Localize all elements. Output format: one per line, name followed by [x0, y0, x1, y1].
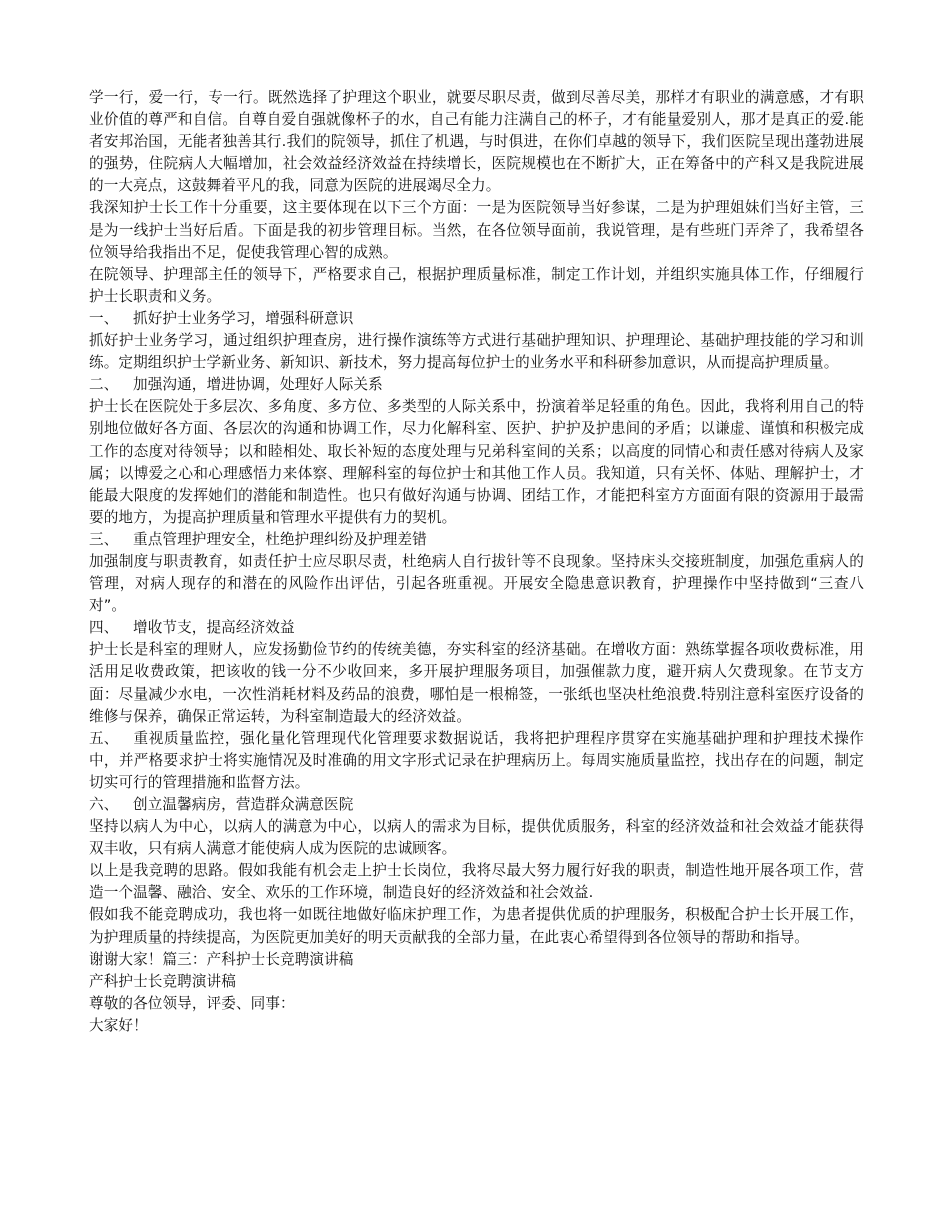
section-body-2: 护士长在医院处于多层次、多角度、多方位、多类型的人际关系中，扮演着举足轻重的角色。因此，我将利用自己的特别地位做好各方面、各层次的沟通和协调工作，尽力化解科室、医护、护护及护患间的矛盾；以谦虚、谨慎和积极完成工作的态度对待领导；以和睦相处、取长补短的态度处理与兄弟科室间的关系；以高度的同情心和责任感对待病人及家属；以博爱之心和心理感悟力来体察、理解科室的每位护士和其他工作人员。我知道，只有关怀、体贴、理解护士，才能最大限度的发挥她们的潜能和制造性。也只有做好沟通与协调、团结工作，才能把科室方方面面有限的资源用于最需要的地方，为提高护理质量和管理水平提供有力的契机。	[89, 398, 864, 526]
paragraph-role: 我深知护士长工作十分重要，这主要体现在以下三个方面：一是为医院领导当好参谋，二是为护理姐妹们当好主管，三是为一线护士当好后盾。下面是我的初步管理目标。当然，在各位领导面前，我说管理，是有些班门弄斧了，我希望各位领导给我指出不足，促使我管理心智的成熟。	[89, 199, 864, 261]
section-heading-1	[89, 308, 864, 330]
section-title: 创立温馨病房，营造群众满意医院	[133, 796, 354, 813]
closing-fallback: 假如我不能竞聘成功，我也将一如既往地做好临床护理工作，为患者提供优质的护理服务，积极配合护士长开展工作，为护理质量的持续提高，为医院更加美好的明天贡献我的全部力量，在此衷心希望得到各位领导的帮助和指导。	[89, 906, 864, 946]
next-article-title: 产科护士长竞聘演讲稿	[89, 972, 236, 990]
closing-thanks: 谢谢大家！篇三：产科护士长竞聘演讲稿	[89, 950, 354, 968]
greeting: 大家好！	[89, 1016, 148, 1034]
section-body-1: 抓好护士业务学习，通过组织护理查房，进行操作演练等方式进行基础护理知识、护理理论、基础护理技能的学习和训练。定期组织护士学新业务、新知识、新技术，努力提高每位护士的业务水平和科研参加意识，从而提高护理质量。	[89, 332, 864, 372]
section-title: 增收节支，提高经济效益	[133, 619, 295, 637]
section-heading-3	[89, 529, 864, 551]
section-heading-2	[89, 374, 864, 396]
closing-plan: 以上是我竞聘的思路。假如我能有机会走上护士长岗位，我将尽最大努力履行好我的职责，制造性地开展各项工作，营造一个温馨、融洽、安全、欢乐的工作环境，制造良好的经济效益和社会效益.	[89, 862, 864, 902]
section-title: 重视质量监控，强化量化管理现代化管理要求数据说话，我将把护理程序贯穿在实施基础护理和护理技术操作中，并严格要求护士将实施情况及时准确的用文字形式记录在护理病历上。每周实施质量监控，找出存在的问题，制定切实可行的管理措施和监督方法。	[89, 729, 864, 791]
section-title: 抓好护士业务学习，增强科研意识	[133, 309, 354, 327]
section-title: 加强沟通，增进协调，处理好人际关系	[133, 376, 383, 394]
document-body	[89, 87, 864, 1037]
section-heading-5	[89, 728, 864, 794]
section-heading-4	[89, 617, 864, 639]
section-body-4: 护士长是科室的理财人，应发扬勤俭节约的传统美德，夯实科室的经济基础。在增收方面：熟练掌握各项收费标准，用活用足收费政策，把该收的钱一分不少收回来，多开展护理服务项目，加强催款力度，避开病人欠费现象。在节支方面：尽量减少水电，一次性消耗材料及药品的浪费，哪怕是一根棉签，一张纸也坚决杜绝浪费.特别注意科室医疗设备的维修与保养，确保正常运转，为科室制造最大的经济效益。	[89, 641, 864, 725]
section-number: 六、	[89, 796, 119, 813]
section-number: 一、	[89, 309, 119, 327]
section-title: 重点管理护理安全，杜绝护理纠纷及护理差错	[133, 530, 427, 548]
paragraph-duty: 在院领导、护理部主任的领导下，严格要求自己，根据护理质量标准，制定工作计划，并组织实施具体工作，仔细履行护士长职责和义务。	[89, 265, 864, 305]
section-number: 五、	[89, 729, 119, 747]
section-number: 四、	[89, 619, 119, 637]
salutation: 尊敬的各位领导，评委、同事：	[89, 994, 295, 1012]
section-heading-6	[89, 794, 864, 816]
paragraph-intro: 学一行，爱一行，专一行。既然选择了护理这个职业，就要尽职尽责，做到尽善尽美，那样才有职业的满意感，才有职业价值的尊严和自信。自尊自爱自强就像杯子的水，自己有能力注满自己的杯子，才有能量爱别人，那才是真正的爱.能者安邦治国，无能者独善其行.我们的院领导，抓住了机遇，与时俱进，在你们卓越的领导下，我们医院呈现出蓬勃进展的强势，住院病人大幅增加，社会效益经济效益在持续增长，医院规模也在不断扩大，正在筹备中的产科又是我院进展的一大亮点，这鼓舞着平凡的我，同意为医院的进展竭尽全力。	[89, 89, 864, 195]
section-body-6: 坚持以病人为中心，以病人的满意为中心，以病人的需求为目标，提供优质服务，科室的经济效益和社会效益才能获得双丰收，只有病人满意才能使病人成为医院的忠诚顾客。	[89, 818, 864, 858]
section-body-3: 加强制度与职责教育，如责任护士应尽职尽责，杜绝病人自行拔针等不良现象。坚持床头交接班制度，加强危重病人的管理，对病人现存的和潜在的风险作出评估，引起各班重视。开展安全隐患意识教育，护理操作中坚持做到“三查八对”。	[89, 552, 864, 615]
section-number: 二、	[89, 376, 119, 394]
section-number: 三、	[89, 530, 119, 548]
